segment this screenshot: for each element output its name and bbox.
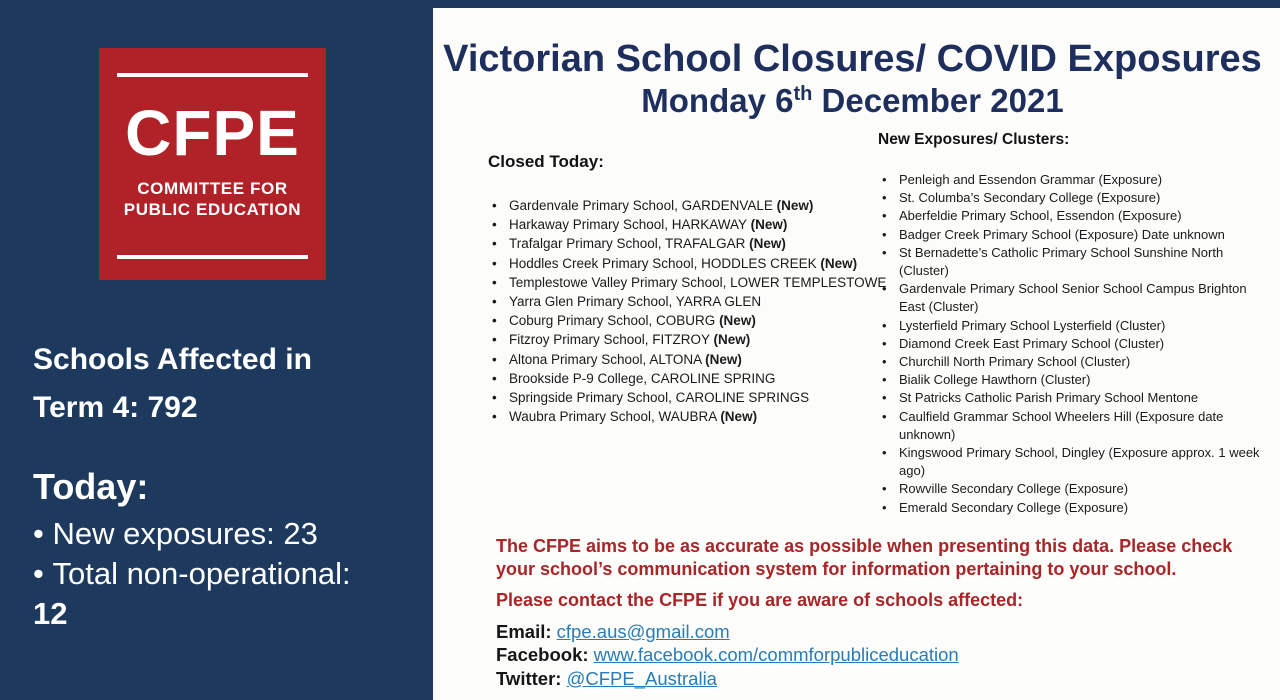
date-suffix: December 2021 (812, 82, 1064, 119)
today-stat-item (33, 554, 371, 634)
school-name: Gardenvale Primary School, GARDENVALE (509, 198, 777, 213)
contact-label: Twitter: (496, 667, 562, 689)
new-badge: (New) (720, 409, 758, 425)
closed-school-item (488, 215, 888, 234)
exposure-school-item (878, 244, 1260, 280)
school-name: Penleigh and Essendon Grammar (Exposure) (899, 172, 1163, 187)
exposure-school-item (878, 353, 1260, 371)
page-title: Victorian School Closures/ COVID Exposures (443, 38, 1262, 80)
school-name: Trafalgar Primary School, TRAFALGAR (509, 236, 750, 252)
school-name: Emerald Secondary College (Exposure) (899, 499, 1129, 515)
page-date (433, 82, 1272, 120)
school-name: Altona Primary School, ALTONA (509, 351, 706, 367)
today-stat-text: New exposures: 23 (52, 516, 318, 551)
school-name: Brookside P-9 College, CAROLINE SPRING (509, 370, 776, 386)
closed-school-item (488, 311, 888, 330)
school-name: Bialik College Hawthorn (Cluster) (899, 372, 1091, 388)
school-name: Fitzroy Primary School, FITZROY (509, 332, 714, 348)
new-badge: (New) (776, 198, 814, 213)
new-badge: (New) (749, 236, 786, 252)
cfpe-logo (99, 48, 326, 280)
exposure-school-item (878, 317, 1260, 335)
closed-today-list (488, 196, 888, 426)
closed-school-item (488, 196, 888, 215)
contact-block (496, 620, 959, 690)
exposure-school-item (878, 189, 1260, 207)
exposures-section (878, 131, 1260, 517)
today-stat-item (33, 514, 371, 554)
exposure-school-item (878, 408, 1260, 444)
closed-school-item (488, 407, 888, 426)
logo-top-rule (117, 73, 308, 77)
school-name: Gardenvale Primary School Senior School Campus Brighton East (Cluster) (899, 281, 1247, 315)
closed-today-heading: Closed Today: (488, 152, 604, 171)
sidebar (0, 0, 433, 700)
date-superscript: th (793, 83, 813, 105)
closed-school-item (488, 369, 888, 388)
today-stats-list (33, 514, 371, 634)
school-name: St Patricks Catholic Parish Primary School Mentone (899, 390, 1199, 406)
exposure-school-item (878, 207, 1260, 225)
closed-school-item (488, 388, 888, 407)
contact-line (496, 667, 959, 690)
closed-school-item (488, 292, 888, 311)
logo-name-line2: PUBLIC EDUCATION (123, 200, 302, 219)
closed-school-item (488, 350, 888, 369)
school-name: Hoddles Creek Primary School, HODDLES CREEK (509, 255, 821, 271)
contact-label: Email: (496, 621, 552, 642)
school-name: Diamond Creek East Primary School (Cluster) (899, 335, 1165, 351)
school-name: St. Columba’s Secondary College (Exposure) (899, 190, 1161, 206)
contact-link[interactable]: www.facebook.com/commforpubliceducation (593, 644, 959, 666)
schools-affected-line2: Term 4: 792 (33, 391, 198, 424)
new-badge: (New) (713, 332, 751, 348)
contact-prompt: Please contact the CFPE if you are aware of schools affected: (496, 590, 1024, 610)
school-name: Churchill North Primary School (Cluster) (899, 354, 1131, 370)
exposure-school-item (878, 371, 1260, 389)
schools-affected-line1: Schools Affected in (33, 343, 312, 376)
contact-line (496, 620, 959, 643)
contact-link[interactable]: cfpe.aus@gmail.com (556, 621, 730, 642)
contact-line (496, 643, 959, 666)
closed-today-section (488, 152, 888, 426)
closed-school-item (488, 273, 888, 292)
school-name: St Bernadette’s Catholic Primary School Sunshine North (Cluster) (899, 244, 1224, 279)
closed-school-item (488, 234, 888, 253)
exposure-school-item (878, 171, 1260, 189)
today-stat-bold-value: 12 (33, 596, 68, 631)
accuracy-notice-text: The CFPE aims to be as accurate as possible when presenting this data. Please check your school’s communication system for information pertaining to your school. (496, 536, 1233, 579)
school-name: Caulfield Grammar School Wheelers Hill (Exposure date unknown) (899, 408, 1224, 442)
logo-name (99, 178, 326, 220)
logo-acronym: CFPE (125, 97, 300, 169)
new-badge: (New) (750, 217, 788, 233)
new-badge: (New) (705, 351, 742, 367)
today-heading: Today: (33, 466, 149, 507)
exposure-school-item (878, 280, 1260, 316)
exposures-list (878, 171, 1260, 517)
closed-school-item (488, 254, 888, 273)
school-name: Yarra Glen Primary School, YARRA GLEN (509, 294, 762, 310)
new-badge: (New) (719, 313, 756, 329)
school-name: Coburg Primary School, COBURG (509, 313, 720, 329)
schools-affected-stat (33, 336, 403, 432)
exposures-heading: New Exposures/ Clusters: (878, 131, 1070, 148)
exposure-school-item (878, 499, 1260, 517)
content-panel (433, 8, 1280, 700)
new-badge: (New) (820, 255, 858, 271)
school-name: Rowville Secondary College (Exposure) (899, 481, 1129, 497)
contact-label: Facebook: (496, 644, 589, 666)
school-name: Kingswood Primary School, Dingley (Exposure approx. 1 week ago) (899, 445, 1260, 479)
exposure-school-item (878, 389, 1260, 407)
school-name: Aberfeldie Primary School, Essendon (Exposure) (899, 208, 1182, 224)
date-prefix: Monday 6 (641, 82, 794, 119)
exposure-school-item (878, 226, 1260, 244)
exposure-school-item (878, 335, 1260, 353)
school-name: Springside Primary School, CAROLINE SPRINGS (509, 390, 810, 406)
school-name: Templestowe Valley Primary School, LOWER TEMPLESTOWE (509, 274, 887, 290)
exposure-school-item (878, 480, 1260, 498)
school-name: Lysterfield Primary School Lysterfield (Cluster) (899, 317, 1166, 333)
school-name: Waubra Primary School, WAUBRA (509, 409, 721, 425)
today-stat-text: Total non-operational: (52, 556, 351, 591)
school-name: Harkaway Primary School, HARKAWAY (509, 217, 751, 233)
contact-link[interactable]: @CFPE_Australia (566, 667, 717, 689)
school-name: Badger Creek Primary School (Exposure) Date unknown (899, 226, 1225, 242)
closed-school-item (488, 330, 888, 349)
logo-bottom-rule (117, 255, 308, 259)
accuracy-notice (496, 535, 1268, 612)
logo-name-line1: COMMITTEE FOR (137, 179, 288, 198)
exposure-school-item (878, 444, 1260, 480)
